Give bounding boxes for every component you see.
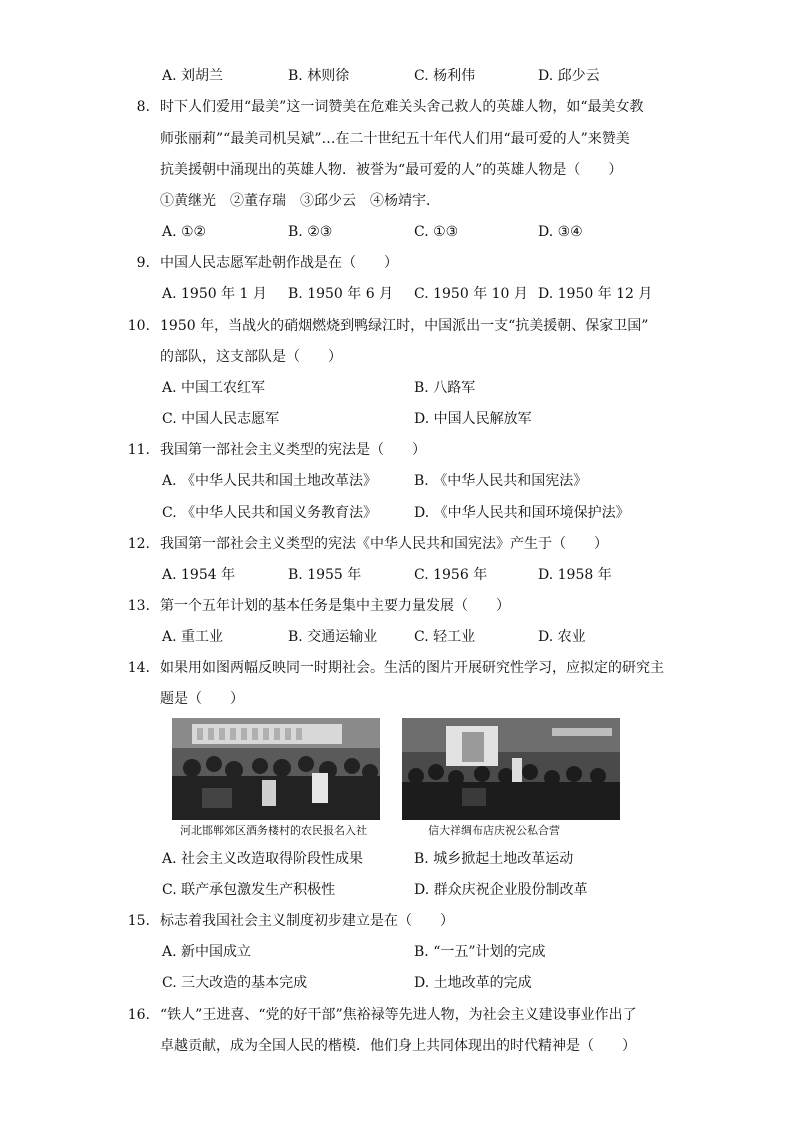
photo-farmers-image [172, 718, 380, 820]
photo-store-image [402, 718, 620, 820]
q14-option-c[interactable]: C. 联产承包激发生产积极性 [162, 882, 336, 898]
q13-stem: 第一个五年计划的基本任务是集中主要力量发展（ ） [160, 598, 510, 614]
q10-option-a[interactable]: A. 中国工农红军 [162, 380, 266, 396]
q8-option-b[interactable]: B. ②③ [288, 224, 333, 240]
q16-stem-line: 卓越贡献，成为全国人民的楷模．他们身上共同体现出的时代精神是（ ） [160, 1038, 636, 1054]
q7-option-d[interactable]: D. 邱少云 [538, 68, 600, 84]
q8-number: 8. [136, 99, 150, 115]
q14-option-d[interactable]: D. 群众庆祝企业股份制改革 [414, 882, 588, 898]
q8-stem-line: 抗美援朝中涌现出的英雄人物．被誉为“最可爱的人”的英雄人物是（ ） [160, 162, 623, 178]
q9-stem: 中国人民志愿军赴朝作战是在（ ） [160, 255, 398, 271]
q11-option-a[interactable]: A. 《中华人民共和国土地改革法》 [162, 473, 378, 489]
q13-number: 13. [127, 598, 150, 614]
q7-option-c[interactable]: C. 杨利伟 [414, 68, 476, 84]
q8-option-a[interactable]: A. ①② [162, 224, 207, 240]
q14-stem-line: 如果用如图两幅反映同一时期社会。生活的图片开展研究性学习，应拟定的研究主 [160, 660, 664, 676]
q16-number: 16. [127, 1007, 150, 1023]
q10-stem-line: 1950 年，当战火的硝烟燃烧到鸭绿江时，中国派出一支“抗美援朝、保家卫国” [160, 318, 649, 334]
q16-stem-line: “铁人”王进喜、“党的好干部”焦裕禄等先进人物，为社会主义建设事业作出了 [160, 1007, 637, 1023]
q13-option-b[interactable]: B. 交通运输业 [288, 629, 378, 645]
q15-stem: 标志着我国社会主义制度初步建立是在（ ） [160, 913, 454, 929]
q14-caption-2: 信大祥绸布店庆祝公私合营 [428, 824, 560, 837]
q15-option-c[interactable]: C. 三大改造的基本完成 [162, 975, 308, 991]
q9-option-b[interactable]: B. 1950 年 6 月 [288, 286, 394, 302]
q8-option-c[interactable]: C. ①③ [414, 224, 459, 240]
q8-stem-line: 时下人们爱用“最美”这一词赞美在危难关头舍己救人的英雄人物，如“最美女教 [160, 99, 644, 115]
q15-option-a[interactable]: A. 新中国成立 [162, 944, 252, 960]
q10-stem-line: 的部队，这支部队是（ ） [160, 349, 342, 365]
q9-option-d[interactable]: D. 1950 年 12 月 [538, 286, 653, 302]
q8-stem-line: 师张丽莉”“最美司机吴斌”…在二十世纪五十年代人们用“最可爱的人”来赞美 [160, 131, 630, 147]
q10-option-b[interactable]: B. 八路军 [414, 380, 476, 396]
q13-option-c[interactable]: C. 轻工业 [414, 629, 476, 645]
q12-option-a[interactable]: A. 1954 年 [162, 567, 236, 583]
q11-option-c[interactable]: C. 《中华人民共和国义务教育法》 [162, 505, 378, 521]
q11-stem: 我国第一部社会主义类型的宪法是（ ） [160, 442, 426, 458]
q14-stem-line: 题是（ ） [160, 691, 244, 707]
q11-number: 11. [127, 442, 150, 458]
q14-option-b[interactable]: B. 城乡掀起土地改革运动 [414, 851, 574, 867]
q12-option-b[interactable]: B. 1955 年 [288, 567, 362, 583]
q7-option-b[interactable]: B. 林则徐 [288, 68, 350, 84]
q15-number: 15. [127, 913, 150, 929]
q13-option-d[interactable]: D. 农业 [538, 629, 586, 645]
q15-option-b[interactable]: B. “一五”计划的完成 [414, 944, 546, 960]
q11-option-d[interactable]: D. 《中华人民共和国环境保护法》 [414, 505, 630, 521]
q10-option-c[interactable]: C. 中国人民志愿军 [162, 411, 280, 427]
q13-option-a[interactable]: A. 重工业 [162, 629, 224, 645]
q14-number: 14. [127, 660, 150, 676]
q12-stem: 我国第一部社会主义类型的宪法《中华人民共和国宪法》产生于（ ） [160, 536, 608, 552]
q12-number: 12. [127, 536, 150, 552]
q7-option-a[interactable]: A. 刘胡兰 [162, 68, 224, 84]
q14-option-a[interactable]: A. 社会主义改造取得阶段性成果 [162, 851, 364, 867]
q10-number: 10. [127, 318, 150, 334]
q12-option-c[interactable]: C. 1956 年 [414, 567, 488, 583]
q14-caption-1: 河北邯郸郊区酒务楼村的农民报名入社 [180, 824, 367, 837]
q11-option-b[interactable]: B. 《中华人民共和国宪法》 [414, 473, 588, 489]
q9-option-a[interactable]: A. 1950 年 1 月 [162, 286, 267, 302]
q14-photo-store [402, 718, 620, 820]
q14-photo-farmers [172, 718, 380, 820]
q12-option-d[interactable]: D. 1958 年 [538, 567, 612, 583]
q15-option-d[interactable]: D. 土地改革的完成 [414, 975, 532, 991]
q8-items: ①黄继光 ②董存瑞 ③邱少云 ④杨靖宇． [160, 193, 440, 209]
q9-number: 9. [136, 255, 150, 271]
q10-option-d[interactable]: D. 中国人民解放军 [414, 411, 532, 427]
q9-option-c[interactable]: C. 1950 年 10 月 [414, 286, 528, 302]
q8-option-d[interactable]: D. ③④ [538, 224, 583, 240]
